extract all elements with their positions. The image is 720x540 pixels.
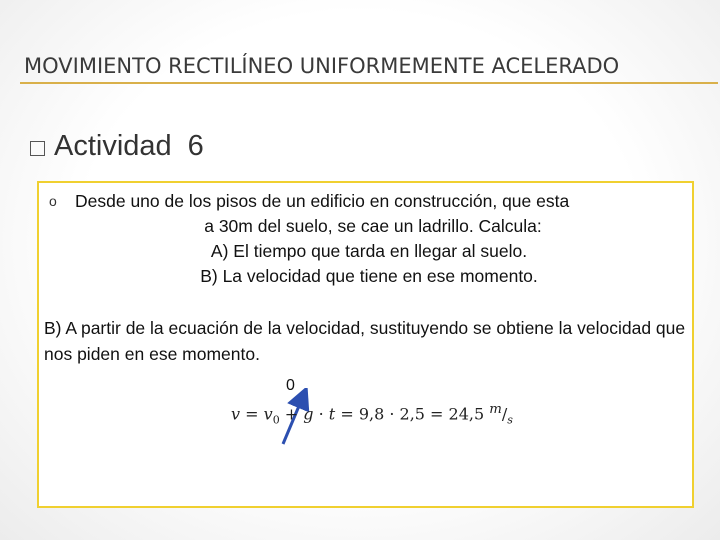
eq-lhs: v: [231, 404, 241, 424]
eq-unit-num: m: [489, 402, 502, 417]
problem-item-b: B) La velocidad que tiene en ese momento.: [200, 266, 538, 286]
eq-g: g: [303, 404, 314, 424]
problem-statement: [49, 189, 689, 289]
eq-unit-den: s: [507, 413, 513, 427]
problem-item-a: A) El tiempo que tarda en llegar al suelo.: [210, 241, 528, 261]
eq-v0-sub: 0: [272, 413, 280, 427]
slide-title: MOVIMIENTO RECTILÍNEO UNIFORMEMENTE ACELERADO: [24, 54, 620, 78]
content-box: [37, 181, 694, 508]
activity-number: 6: [187, 129, 204, 162]
activity-label: [54, 130, 204, 163]
problem-line-1: Desde uno de los pisos de un edificio en construcción, que esta: [75, 191, 570, 211]
problem-line-2: a 30m del suelo, se cae un ladrillo. Calcula:: [204, 216, 542, 236]
eq-v0: v: [263, 404, 273, 424]
answer-text: B) A partir de la ecuación de la velocidad, sustituyendo se obtiene la velocidad que nos piden en ese momento.: [44, 318, 686, 364]
activity-heading: [30, 128, 204, 164]
title-underline: [20, 82, 718, 84]
circle-bullet-icon: o: [49, 193, 57, 209]
zero-annotation: 0: [286, 377, 295, 394]
eq-numeric: = 9,8 · 2,5 = 24,5: [340, 404, 485, 424]
activity-word: Actividad: [54, 129, 172, 162]
square-bullet-icon: [30, 141, 45, 156]
velocity-equation: $v = v_0 + g \cdot t = 9,8 \cdot 2,5 = 24,5$ $^m/_s$: [231, 402, 513, 427]
eq-t: t: [328, 404, 336, 424]
